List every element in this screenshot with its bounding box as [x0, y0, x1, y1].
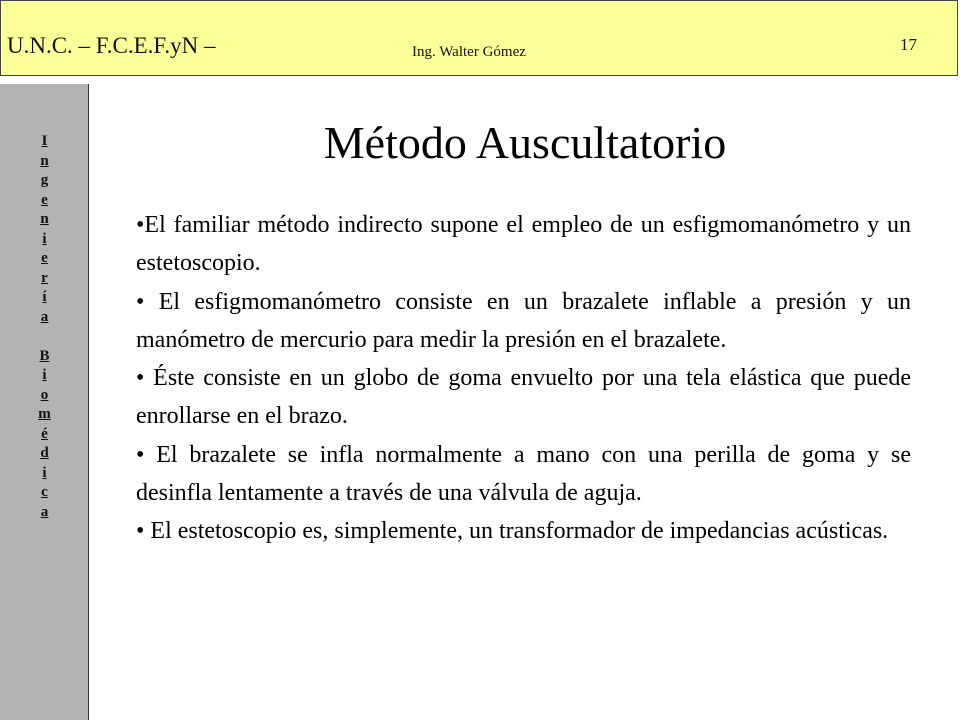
institution-label: U.N.C. – F.C.E.F.yN – [7, 33, 216, 58]
page-number: 17 [900, 35, 917, 54]
slide-title: Método Auscultatorio [323, 117, 727, 168]
sidebar-letter: n [40, 211, 49, 227]
sidebar-letter: g [40, 172, 49, 188]
sidebar-letter: i [42, 230, 47, 247]
sidebar-letter: e [41, 250, 48, 266]
sidebar-letter: n [40, 152, 49, 169]
bullet-list [136, 206, 911, 551]
sidebar-letter: a [40, 308, 49, 325]
bullet-item: •El familiar método indirecto supone el empleo de un esfigmomanómetro y un estetoscopio. [136, 212, 911, 277]
sidebar [0, 84, 89, 720]
sidebar-letter: a [40, 503, 49, 520]
sidebar-letter: í [42, 289, 47, 305]
sidebar-vertical-text [0, 132, 89, 522]
sidebar-letter: i [42, 464, 47, 481]
sidebar-letter: r [41, 269, 48, 286]
bullet-item: • El brazalete se infla normalmente a mano con una perilla de goma y se desinfla lentamente a través de una válvula de aguja. [136, 441, 911, 507]
sidebar-letter: é [41, 425, 48, 442]
bullet-item: • El estetoscopio es, simplemente, un transformador de impedancias acústicas. [136, 518, 889, 545]
sidebar-letter: d [40, 445, 49, 461]
bullet-item: • Éste consiste en un globo de goma envuelto por una tela elástica que puede enrollarse en el brazo. [136, 365, 911, 430]
author-label: Ing. Walter Gómez [412, 44, 526, 60]
bullet-item: • El esfigmomanómetro consiste en un brazalete inflable a presión y un manómetro de mercurio para medir la presión en el brazalete. [136, 288, 911, 353]
sidebar-letter: c [41, 484, 48, 500]
sidebar-letter: i [42, 367, 47, 383]
sidebar-letter: I [41, 133, 48, 149]
sidebar-letter: m [38, 406, 51, 422]
sidebar-letter: o [40, 386, 49, 403]
slide-header [0, 0, 958, 76]
sidebar-letter: e [41, 191, 48, 208]
sidebar-letter: B [39, 347, 50, 364]
